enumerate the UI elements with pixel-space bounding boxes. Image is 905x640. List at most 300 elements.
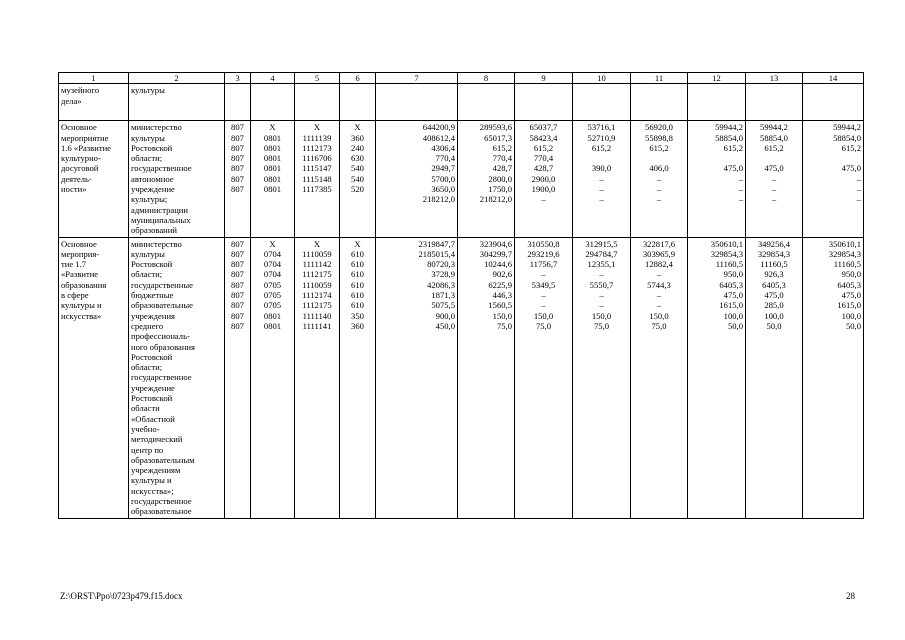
cell-line: 58854,0: [833, 132, 861, 143]
cell-line: –: [599, 194, 604, 205]
cell-line: 610: [351, 300, 364, 311]
cell-line: 0801: [263, 184, 282, 195]
cell-line: искусства»;: [131, 485, 174, 496]
cell-line: министерство: [131, 238, 182, 249]
cell-line: –: [541, 269, 546, 280]
cell-line: 323904,6: [479, 238, 512, 249]
year-2014-cell: [458, 237, 515, 518]
cell-line: учреждения: [131, 310, 176, 321]
cell-line: 807: [231, 238, 244, 249]
header-cell-3: 3: [225, 73, 251, 84]
cell-line: 610: [351, 279, 364, 290]
cell-line: 630: [351, 153, 364, 164]
cell-line: 2185015,4: [418, 248, 455, 259]
cell-line: 65037,7: [529, 122, 558, 133]
cell-line: 615,2: [533, 142, 554, 153]
cell-line: 610: [351, 259, 364, 270]
cell-line: 475,0: [841, 163, 861, 174]
cell-line: 644200,9: [422, 122, 455, 133]
cell-line: 807: [231, 300, 244, 311]
header-cell-6: 6: [340, 73, 376, 84]
cell-line: тие 1.7: [61, 259, 87, 270]
cell-line: 1112174: [302, 290, 332, 301]
cell-line: 5700,0: [431, 173, 455, 184]
cell-line: 807: [231, 290, 244, 301]
cell-line: государственное: [131, 163, 192, 174]
cell-line: 1112175: [302, 269, 332, 280]
cell-line: 615,2: [764, 142, 784, 153]
cell-line: образовательное: [131, 506, 192, 517]
cell-line: –: [541, 290, 546, 301]
header-cell-9: 9: [515, 73, 573, 84]
cell-line: 428,7: [533, 163, 554, 174]
cell-line: 150,0: [492, 310, 512, 321]
cell-line: учебно-: [131, 423, 160, 434]
cell-line: 1112175: [302, 300, 332, 311]
cell-line: в сфере: [61, 290, 89, 301]
cell-line: бюджетные: [131, 290, 174, 301]
cell-line: 770,4: [435, 153, 455, 164]
cell-line: 1115148: [302, 173, 332, 184]
cell-line: музейного: [61, 85, 100, 96]
cell-line: «Развитие: [61, 269, 99, 280]
cell-line: 11160,5: [760, 259, 788, 270]
cell-line: 1110059: [302, 248, 332, 259]
cell-line: 450,0: [435, 320, 455, 331]
cell-line: культуры: [131, 85, 165, 96]
cell-line: 53716,1: [587, 122, 616, 133]
cell-line: 11160,5: [833, 259, 861, 270]
cell-line: 55898,8: [645, 132, 673, 143]
cell-line: 475,0: [841, 290, 861, 301]
cell-line: 950,0: [841, 269, 861, 280]
cell-line: Ростовской: [131, 259, 173, 270]
cell-line: 770,4: [533, 153, 554, 164]
cell-line: среднего: [131, 320, 164, 331]
cell-line: учреждениям: [131, 465, 181, 476]
header-cell-13: 13: [746, 73, 803, 84]
cell-line: 59944,2: [715, 122, 743, 133]
cell-line: 52710,9: [587, 132, 616, 143]
cell-line: 350: [351, 310, 364, 321]
total-cell: [376, 84, 458, 121]
cell-line: 475,0: [723, 163, 743, 174]
header-cell-10: 10: [573, 73, 631, 84]
year-2019-cell: [746, 121, 803, 237]
cell-line: 100,0: [764, 310, 784, 321]
cell-line: министерство: [131, 122, 182, 133]
cell-line: 349256,4: [757, 238, 791, 249]
year-2018-cell: [688, 84, 746, 121]
cell-line: культуры: [131, 248, 165, 259]
year-2015-cell: [515, 121, 573, 237]
cell-line: 1750,0: [488, 184, 512, 195]
cell-line: 0801: [263, 173, 282, 184]
year-2017-cell: [631, 121, 688, 237]
cell-line: –: [856, 194, 861, 205]
footer-file-path: Z:\ORST\Ppo\0723p479.f15.docx: [60, 591, 183, 601]
vr-cell: [340, 121, 376, 237]
year-2019-cell: [746, 237, 803, 518]
table-row: [59, 121, 864, 237]
year-2019-cell: [746, 84, 803, 121]
cell-line: Х: [313, 122, 321, 133]
cell-line: 807: [231, 153, 244, 164]
cell-line: мероприя-: [61, 248, 100, 259]
cell-line: 950,0: [723, 269, 743, 280]
cell-line: 807: [231, 259, 244, 270]
cell-line: –: [599, 290, 604, 301]
cell-line: 4306,4: [431, 142, 455, 153]
cell-line: 446,3: [492, 290, 512, 301]
event-cell: [59, 237, 129, 518]
rzpr-cell: [251, 121, 295, 237]
cell-line: [690, 153, 743, 163]
cell-line: 3650,0: [431, 184, 455, 195]
cell-line: 304299,7: [479, 248, 512, 259]
year-2016-cell: [573, 84, 631, 121]
cell-line: 329854,3: [757, 248, 791, 259]
cell-line: 1111140: [302, 310, 332, 321]
cell-line: государственные: [131, 279, 193, 290]
cell-line: центр по: [131, 444, 164, 455]
cell-line: –: [599, 269, 604, 280]
cell-line: Х: [354, 238, 361, 249]
cell-line: дела»: [61, 95, 82, 106]
cell-line: 2900,0: [531, 173, 556, 184]
cell-line: 0801: [263, 153, 282, 164]
cell-line: 0801: [263, 132, 282, 143]
rzpr-cell: [251, 84, 295, 121]
cell-line: –: [599, 173, 604, 184]
cell-line: 807: [231, 248, 244, 259]
cell-line: 150,0: [591, 310, 612, 321]
year-2020-cell: [803, 121, 864, 237]
cell-line: –: [656, 173, 662, 184]
cell-line: 5744,3: [647, 279, 671, 290]
cell-line: 610: [351, 290, 364, 301]
cell-line: 56920,0: [645, 122, 673, 133]
header-cell-14: 14: [803, 73, 864, 84]
cell-line: 1615,0: [837, 300, 861, 311]
cell-line: –: [771, 184, 777, 195]
cell-line: 240: [351, 142, 364, 153]
cell-line: 6405,3: [719, 279, 743, 290]
year-2016-cell: [573, 121, 631, 237]
cell-line: 900,0: [435, 310, 455, 321]
cell-line: 0801: [263, 320, 282, 331]
cell-line: 1110059: [302, 279, 332, 290]
cell-line: деятель-: [61, 173, 92, 184]
cell-line: 12882,4: [645, 259, 673, 270]
cell-line: Основное: [61, 238, 97, 249]
cell-line: –: [599, 184, 604, 195]
cell-line: 5075,5: [431, 300, 455, 311]
cell-line: 610: [351, 248, 364, 259]
cell-line: [748, 153, 800, 163]
year-2014-cell: [458, 121, 515, 237]
cell-line: культуры;: [131, 194, 168, 205]
vr-cell: [340, 237, 376, 518]
cell-line: образовательные: [131, 300, 193, 311]
cell-line: [633, 153, 685, 163]
year-2017-cell: [631, 84, 688, 121]
executor-cell: [129, 84, 225, 121]
cell-line: образовательным: [131, 454, 195, 465]
cell-line: 58854,0: [760, 132, 788, 143]
cell-line: 615,2: [591, 142, 612, 153]
header-cell-2: 2: [129, 73, 225, 84]
grbs-cell: [225, 84, 251, 121]
cell-line: 1560,5: [488, 300, 512, 311]
cell-line: –: [656, 184, 662, 195]
cell-line: 1111142: [302, 259, 332, 270]
cell-line: 10244,6: [484, 259, 512, 270]
cell-line: Х: [269, 238, 276, 249]
grbs-cell: [225, 237, 251, 518]
cell-line: 6405,3: [762, 279, 786, 290]
year-2015-cell: [515, 237, 573, 518]
cell-line: методический: [131, 434, 183, 445]
cell-line: 42086,3: [427, 279, 455, 290]
cell-line: государственное: [131, 495, 192, 506]
cell-line: 1615,0: [719, 300, 743, 311]
cell-line: –: [656, 290, 662, 301]
cell-line: 807: [231, 320, 244, 331]
cell-line: –: [738, 194, 743, 205]
year-2020-cell: [803, 237, 864, 518]
cell-line: –: [599, 300, 604, 311]
cell-line: 807: [231, 122, 244, 133]
cell-line: Х: [354, 122, 361, 133]
cell-line: 303965,9: [642, 248, 676, 259]
cell-line: 5550,7: [589, 279, 614, 290]
cell-line: 1117385: [302, 184, 332, 195]
cell-line: 11756,7: [529, 259, 558, 270]
header-cell-1: 1: [59, 73, 129, 84]
cell-line: 100,0: [841, 310, 861, 321]
cell-line: 50,0: [845, 320, 861, 331]
cell-line: 289593,6: [479, 122, 512, 133]
cell-line: 428,7: [492, 163, 512, 174]
cell-line: 58854,0: [715, 132, 743, 143]
cell-line: «Областной: [131, 413, 175, 424]
cell-line: 1111141: [302, 320, 332, 331]
cell-line: 2319847,7: [418, 238, 455, 249]
header-cell-4: 4: [251, 73, 295, 84]
cell-line: 59944,2: [760, 122, 788, 133]
cell-line: 75,0: [651, 320, 667, 331]
cell-line: 610: [351, 269, 364, 280]
vr-cell: [340, 84, 376, 121]
table-row: [59, 84, 864, 121]
cell-line: культуры и: [131, 475, 172, 486]
cell-line: учреждение: [131, 382, 175, 393]
cell-line: [805, 153, 861, 163]
cell-line: 75,0: [535, 320, 552, 331]
cell-line: автономное: [131, 173, 174, 184]
cell-line: образований: [131, 225, 177, 236]
cell-line: образования: [61, 279, 107, 290]
cell-line: 50,0: [766, 320, 782, 331]
cell-line: 615,2: [492, 142, 512, 153]
event-cell: [59, 121, 129, 237]
cell-line: 1112173: [302, 142, 332, 153]
header-row: [59, 73, 864, 84]
rzpr-cell: [251, 237, 295, 518]
cell-line: 294784,7: [585, 248, 618, 259]
cell-line: области;: [131, 269, 163, 280]
cell-line: 475,0: [764, 290, 784, 301]
header-cell-12: 12: [688, 73, 746, 84]
cell-line: 6405,3: [837, 279, 861, 290]
cell-line: 807: [231, 142, 244, 153]
cell-line: [575, 153, 628, 163]
cell-line: 100,0: [723, 310, 743, 321]
cell-line: 615,2: [649, 142, 669, 153]
year-2018-cell: [688, 237, 746, 518]
cell-line: государственное: [131, 372, 192, 383]
cell-line: Ростовской: [131, 393, 173, 404]
budget-table: [58, 72, 864, 519]
cell-line: 11160,5: [715, 259, 743, 270]
year-2016-cell: [573, 237, 631, 518]
total-cell: [376, 121, 458, 237]
cell-line: 58423,4: [529, 132, 558, 143]
cell-line: 75,0: [593, 320, 610, 331]
cell-line: 50,0: [727, 320, 743, 331]
cell-line: 0801: [263, 310, 282, 321]
cell-line: 540: [351, 163, 364, 174]
year-2017-cell: [631, 237, 688, 518]
header-cell-8: 8: [458, 73, 515, 84]
cell-line: 807: [231, 163, 244, 174]
cell-line: 360: [351, 320, 364, 331]
cell-line: 0705: [263, 279, 282, 290]
cell-line: 615,2: [723, 142, 743, 153]
cell-line: профессиональ-: [131, 331, 190, 342]
csr-cell: [295, 121, 340, 237]
cell-line: 360: [351, 132, 364, 143]
cell-line: –: [656, 300, 662, 311]
cell-line: муниципальных: [131, 214, 191, 225]
header-cell-11: 11: [631, 73, 688, 84]
cell-line: 0704: [263, 259, 282, 270]
cell-line: 150,0: [533, 310, 554, 321]
cell-line: 390,0: [591, 163, 612, 174]
cell-line: Х: [313, 238, 321, 249]
cell-line: 12355,1: [587, 259, 616, 270]
event-cell: [59, 84, 129, 121]
cell-line: 406,0: [649, 163, 669, 174]
cell-line: 218212,0: [422, 194, 455, 205]
cell-line: учреждение: [131, 184, 175, 195]
cell-line: 322817,6: [642, 238, 676, 249]
cell-line: 1116706: [302, 153, 332, 164]
cell-line: культурно-: [61, 153, 101, 164]
cell-line: 926,3: [764, 269, 784, 280]
cell-line: 0801: [263, 142, 282, 153]
cell-line: 1.6 «Развитие: [61, 142, 112, 153]
cell-line: 807: [231, 184, 244, 195]
cell-line: Х: [269, 122, 276, 133]
cell-line: 807: [231, 173, 244, 184]
cell-line: 150,0: [649, 310, 669, 321]
cell-line: 770,4: [492, 153, 512, 164]
cell-line: –: [771, 194, 777, 205]
cell-line: 1900,0: [531, 184, 556, 195]
cell-line: 59944,2: [833, 122, 861, 133]
cell-line: досуговой: [61, 163, 99, 174]
cell-line: ного образования: [131, 341, 195, 352]
cell-line: 0704: [263, 269, 282, 280]
cell-line: 293219,6: [527, 248, 560, 259]
csr-cell: [295, 237, 340, 518]
cell-line: 1111139: [302, 132, 332, 143]
cell-line: 0705: [263, 290, 282, 301]
header-cell-5: 5: [295, 73, 340, 84]
cell-line: 350610,1: [828, 238, 861, 249]
cell-line: 475,0: [764, 163, 784, 174]
cell-line: администрации: [131, 204, 189, 215]
cell-line: –: [541, 194, 546, 205]
cell-line: 329854,3: [710, 248, 743, 259]
cell-line: 218212,0: [479, 194, 512, 205]
cell-line: культуры и: [61, 300, 102, 311]
cell-line: 65017,3: [484, 132, 512, 143]
cell-line: 5349,5: [531, 279, 556, 290]
cell-line: 312915,5: [585, 238, 618, 249]
cell-line: Ростовской: [131, 142, 173, 153]
cell-line: 807: [231, 269, 244, 280]
table-row: [59, 237, 864, 518]
cell-line: 807: [231, 310, 244, 321]
csr-cell: [295, 84, 340, 121]
header-cell-7: 7: [376, 73, 458, 84]
cell-line: 0705: [263, 300, 282, 311]
cell-line: 1115147: [302, 163, 332, 174]
cell-line: 75,0: [496, 320, 512, 331]
cell-line: –: [541, 300, 546, 311]
year-2014-cell: [458, 84, 515, 121]
cell-line: 807: [231, 132, 244, 143]
cell-line: 350610,1: [710, 238, 743, 249]
executor-cell: [129, 121, 225, 237]
cell-line: –: [738, 184, 743, 195]
cell-line: 329854,3: [828, 248, 861, 259]
cell-line: 615,2: [841, 142, 861, 153]
cell-line: 80720,3: [427, 259, 455, 270]
year-2015-cell: [515, 84, 573, 121]
cell-line: 475,0: [723, 290, 743, 301]
cell-line: Основное: [61, 122, 97, 133]
cell-line: –: [656, 194, 662, 205]
cell-line: 520: [351, 184, 364, 195]
cell-line: –: [856, 173, 861, 184]
cell-line: 540: [351, 173, 364, 184]
cell-line: 285,0: [764, 300, 784, 311]
cell-line: области;: [131, 362, 163, 373]
total-cell: [376, 237, 458, 518]
cell-line: мероприятие: [61, 132, 109, 143]
cell-line: 1871,3: [431, 290, 455, 301]
year-2020-cell: [803, 84, 864, 121]
executor-cell: [129, 237, 225, 518]
cell-line: области: [131, 403, 160, 414]
cell-line: –: [738, 173, 743, 184]
cell-line: –: [656, 269, 662, 280]
cell-line: 6225,9: [488, 279, 512, 290]
